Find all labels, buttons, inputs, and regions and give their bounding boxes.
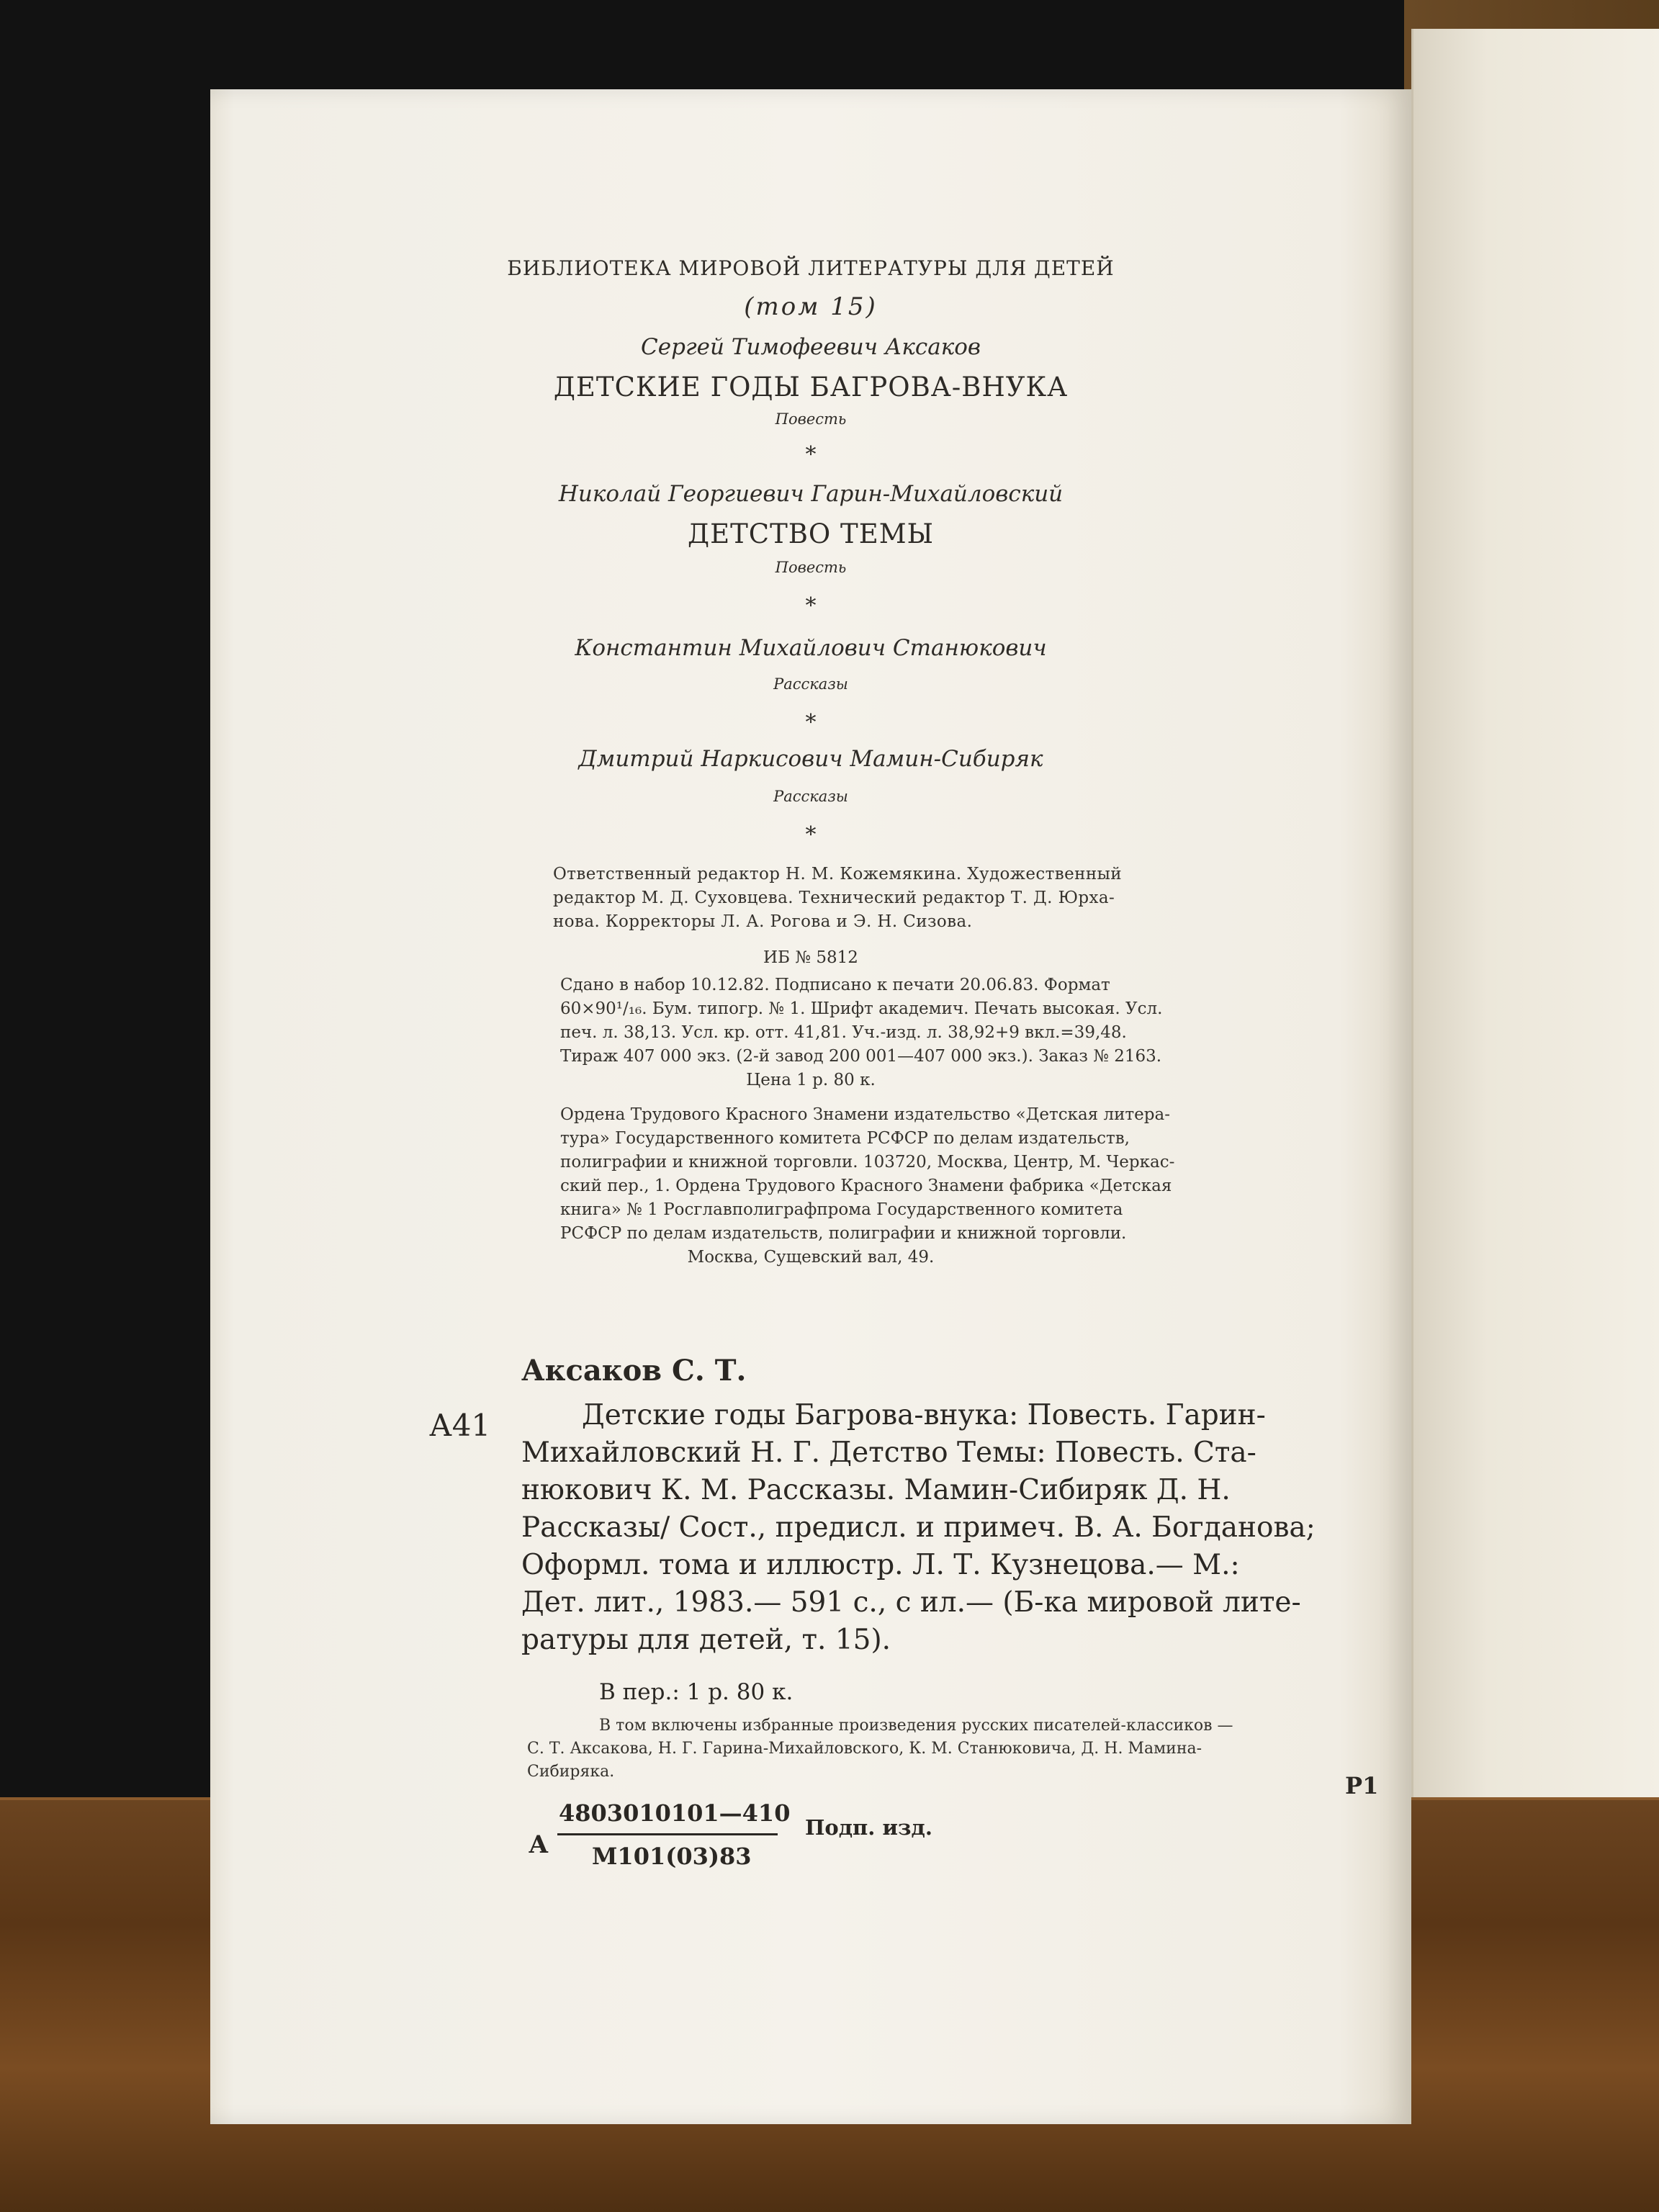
- work-genre-2: Повесть: [775, 559, 847, 576]
- separator-star-1: *: [805, 442, 817, 467]
- print-details-line-1: Сдано в набор 10.12.82. Подписано к печати 20.06.83. Формат: [560, 976, 1110, 994]
- bib-line-5: Оформл. тома и иллюстр. Л. Т. Кузнецова.— М.:: [521, 1549, 1240, 1581]
- editors-line-1: Ответственный редактор Н. М. Кожемякина. Художественный: [553, 865, 1123, 884]
- ib-number: ИБ № 5812: [763, 948, 858, 967]
- series-title: БИБЛИОТЕКА МИРОВОЙ ЛИТЕРАТУРЫ ДЛЯ ДЕТЕЙ: [507, 256, 1115, 280]
- publisher-line-1: Ордена Трудового Красного Знамени издательство «Детская литера-: [560, 1105, 1170, 1124]
- separator-star-2: *: [805, 593, 817, 619]
- editors-line-2: редактор М. Д. Суховцева. Технический редактор Т. Д. Юрха-: [553, 889, 1115, 907]
- bib-line-6: Дет. лит., 1983.— 591 с., с ил.— (Б-ка мировой лите-: [521, 1586, 1301, 1619]
- bib-line-1: Детские годы Багрова-внука: Повесть. Гарин-: [582, 1399, 1266, 1431]
- work-author-4: Дмитрий Наркисович Мамин-Сибиряк: [578, 746, 1043, 772]
- editors-line-3: нова. Корректоры Л. А. Рогова и Э. Н. Сизова.: [553, 912, 973, 931]
- work-title-1: ДЕТСКИЕ ГОДЫ БАГРОВА-ВНУКА: [553, 372, 1069, 403]
- publisher-line-6: РСФСР по делам издательств, полиграфии и книжной торговли.: [560, 1224, 1127, 1243]
- work-genre-4: Рассказы: [773, 788, 848, 805]
- work-genre-1: Повесть: [775, 410, 847, 428]
- publisher-line-7: Москва, Сущевский вал, 49.: [687, 1248, 935, 1267]
- bib-annotation-2: С. Т. Аксакова, Н. Г. Гарина-Михайловского, К. М. Станюковича, Д. Н. Мамина-: [527, 1740, 1202, 1758]
- print-details-line-3: печ. л. 38,13. Усл. кр. отт. 41,81. Уч.-изд. л. 38,92+9 вкл.=39,48.: [560, 1023, 1127, 1042]
- bib-code-fraction-line: [557, 1833, 778, 1835]
- work-author-3: Константин Михайлович Станюкович: [575, 635, 1047, 661]
- bib-index: А41: [429, 1408, 491, 1443]
- separator-star-4: *: [805, 822, 817, 848]
- separator-star-3: *: [805, 710, 817, 735]
- bib-author-heading: Аксаков С. Т.: [521, 1354, 747, 1388]
- opposite-page: [1411, 29, 1659, 2103]
- work-genre-3: Рассказы: [773, 675, 848, 693]
- bib-line-4: Рассказы/ Сост., предисл. и примеч. В. А. Богданова;: [521, 1511, 1316, 1544]
- bib-line-7: ратуры для детей, т. 15).: [521, 1624, 891, 1656]
- bib-subscription: Подп. изд.: [805, 1815, 932, 1840]
- bib-line-2: Михайловский Н. Г. Детство Темы: Повесть. Ста-: [521, 1437, 1256, 1469]
- volume-number: (том 15): [744, 292, 878, 321]
- publisher-line-2: тура» Государственного комитета РСФСР по делам издательств,: [560, 1129, 1130, 1148]
- bib-classification: Р1: [1345, 1772, 1379, 1799]
- print-details-line-5: Цена 1 р. 80 к.: [746, 1071, 876, 1089]
- bib-line-3: нюкович К. М. Рассказы. Мамин-Сибиряк Д. Н.: [521, 1474, 1231, 1506]
- work-title-2: ДЕТСТВО ТЕМЫ: [687, 518, 935, 549]
- work-author-2: Николай Георгиевич Гарин-Михайловский: [558, 481, 1064, 507]
- bib-price: В пер.: 1 р. 80 к.: [599, 1679, 793, 1705]
- bib-code-letter: А: [529, 1830, 549, 1859]
- print-details-line-4: Тираж 407 000 экз. (2-й завод 200 001—407 000 экз.). Заказ № 2163.: [560, 1047, 1162, 1066]
- bib-code-bottom: М101(03)83: [592, 1843, 752, 1870]
- bib-annotation-3: Сибиряка.: [527, 1763, 615, 1781]
- publisher-line-3: полиграфии и книжной торговли. 103720, Москва, Центр, М. Черкас-: [560, 1153, 1175, 1172]
- publisher-line-5: книга» № 1 Росглавполиграфпрома Государственного комитета: [560, 1200, 1123, 1219]
- work-author-1: Сергей Тимофеевич Аксаков: [641, 334, 981, 360]
- print-details-line-2: 60×90¹/₁₆. Бум. типогр. № 1. Шрифт академич. Печать высокая. Усл.: [560, 999, 1163, 1018]
- book-page: [210, 89, 1411, 2124]
- bib-code-top: 4803010101—410: [559, 1799, 791, 1827]
- bib-annotation-1: В том включены избранные произведения русских писателей-классиков —: [599, 1717, 1233, 1735]
- publisher-line-4: ский пер., 1. Ордена Трудового Красного Знамени фабрика «Детская: [560, 1177, 1172, 1195]
